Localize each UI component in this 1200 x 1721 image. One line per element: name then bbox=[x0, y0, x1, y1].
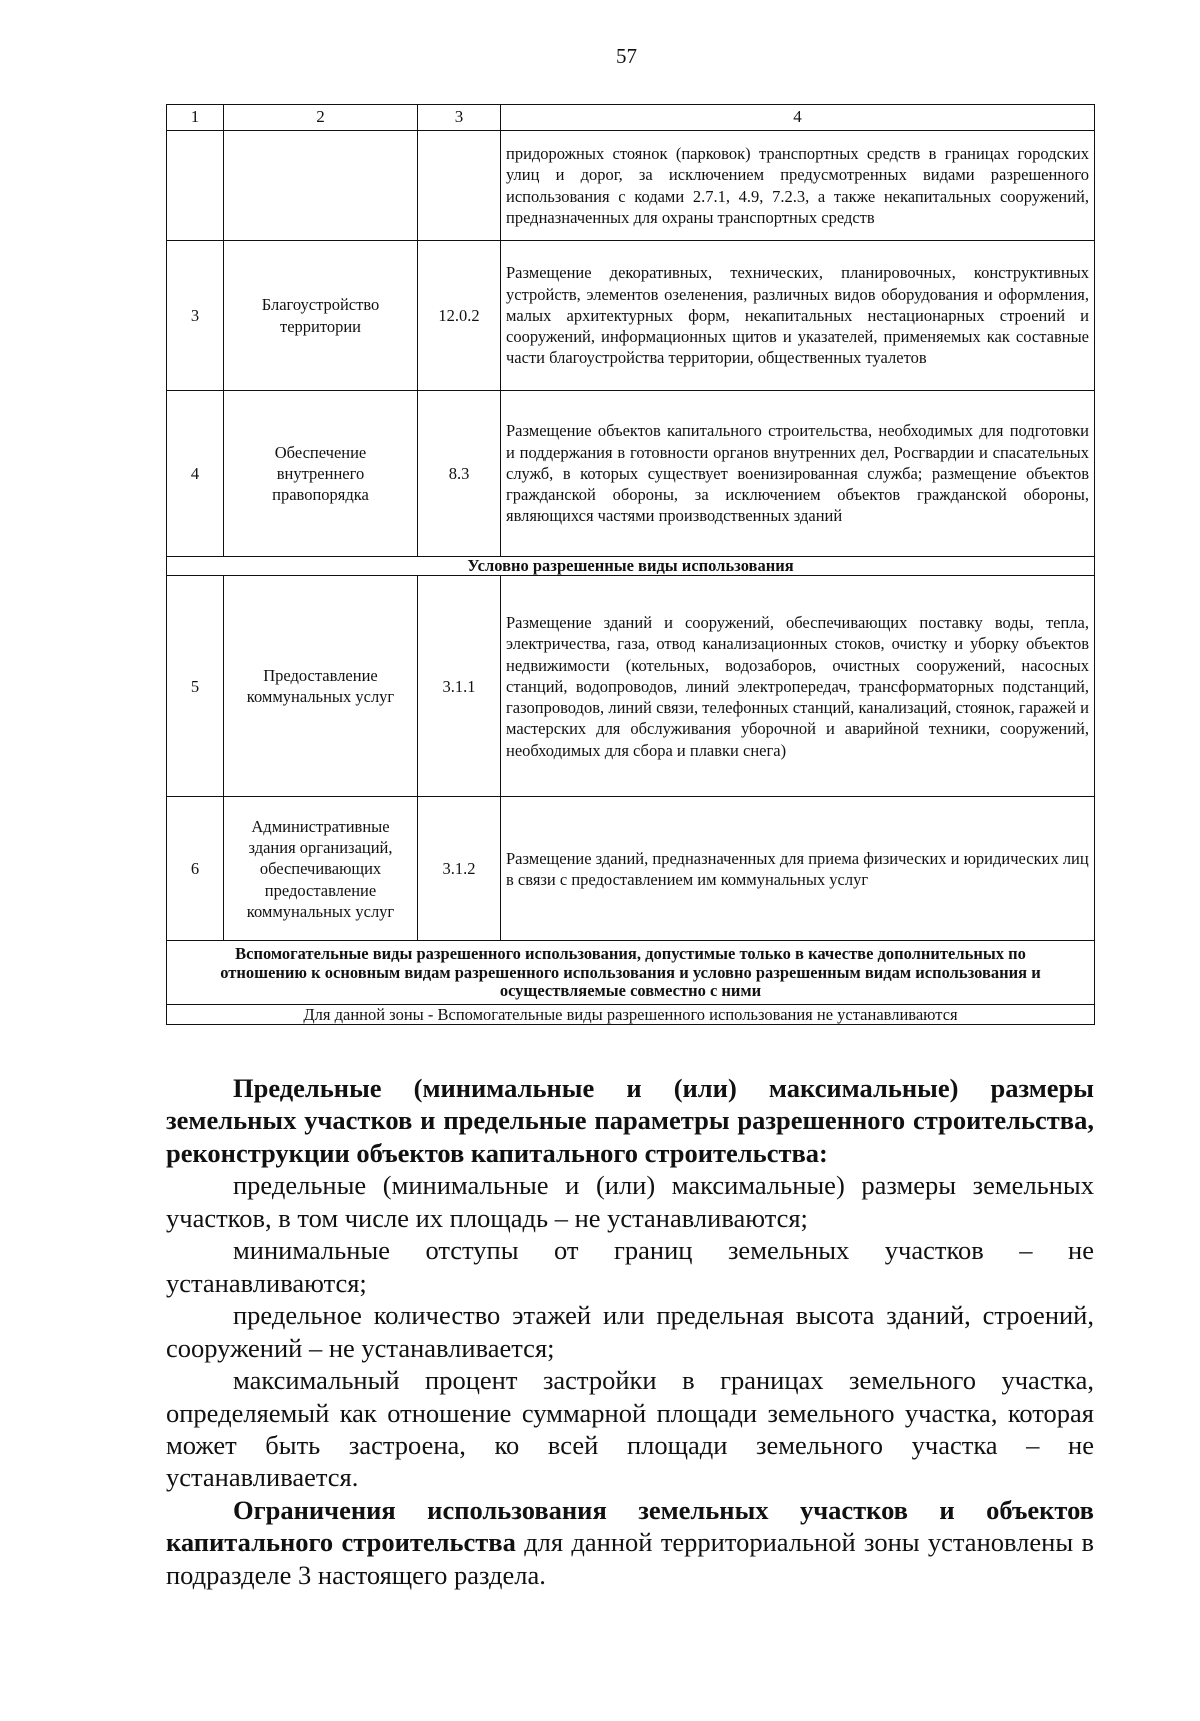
parameters-heading: Предельные (минимальные и (или) максимальные) размеры земельных участков и предельные параметры разрешенного строительства, реконструкции объектов капитального строительства: bbox=[166, 1073, 1094, 1168]
table-row bbox=[167, 131, 1095, 241]
row-name: Благоустройство территории bbox=[224, 241, 418, 391]
parameter-item: предельные (минимальные и (или) максимальные) размеры земельных участков, в том числе их площадь – не устанавливаются; bbox=[166, 1170, 1094, 1233]
table-row bbox=[167, 797, 1095, 941]
row-name: Предоставление коммунальных услуг bbox=[224, 576, 418, 797]
section-row-auxiliary bbox=[167, 941, 1095, 1005]
section-row-conditional bbox=[167, 557, 1095, 576]
col-header-1: 1 bbox=[167, 105, 224, 131]
row-code: 8.3 bbox=[418, 391, 501, 557]
parameter-item: предельное количество этажей или предельная высота зданий, строений, сооружений – не устанавливается; bbox=[166, 1300, 1094, 1363]
auxiliary-uses-title: Вспомогательные виды разрешенного использования, допустимые только в качестве дополнительных по отношению к основным видам разрешенного использования и условно разрешенным видам использования и осуществляемые совместно с ними bbox=[167, 941, 1095, 1005]
row-num: 4 bbox=[167, 391, 224, 557]
row-description: придорожных стоянок (парковок) транспортных средств в границах городских улиц и дорог, за исключением предусмотренных видами разрешенного использования с кодами 2.7.1, 4.9, 7.2.3, а также некапитальных сооружений, предназначенных для охраны транспортных средств bbox=[501, 131, 1095, 241]
row-description: Размещение зданий, предназначенных для приема физических и юридических лиц в связи с предоставлением им коммунальных услуг bbox=[501, 797, 1095, 941]
col-header-4: 4 bbox=[501, 105, 1095, 131]
row-code: 12.0.2 bbox=[418, 241, 501, 391]
body-text bbox=[166, 1072, 1094, 1591]
restrictions-text: для данной территориальной зоны установлены в подразделе 3 настоящего раздела. bbox=[166, 1527, 1094, 1590]
row-code: 3.1.1 bbox=[418, 576, 501, 797]
row-num: 5 bbox=[167, 576, 224, 797]
land-use-table bbox=[166, 104, 1095, 1025]
restrictions-bold-text: Ограничения использования земельных участков и объектов капитального строительства bbox=[166, 1494, 1094, 1558]
restrictions-paragraph bbox=[166, 1494, 1094, 1591]
row-description: Размещение декоративных, технических, планировочных, конструктивных устройств, элементов озеленения, различных видов оборудования и оформления, малых архитектурных форм, некапитальных нестационарных строений и сооружений, информационных щитов и указателей, применяемых как составные части благоустройства территории, общественных туалетов bbox=[501, 241, 1095, 391]
row-description: Размещение зданий и сооружений, обеспечивающих поставку воды, тепла, электричества, газа, отвод канализационных стоков, очистку и уборку объектов недвижимости (котельных, водозаборов, очистных сооружений, насосных станций, водопроводов, линий электропередач, трансформаторных подстанций, газопроводов, линий связи, телефонных станций, канализаций, стоянок, гаражей и мастерских для обслуживания уборочной и аварийной техники, сооружений, необходимых для сбора и плавки снега) bbox=[501, 576, 1095, 797]
auxiliary-note-row bbox=[167, 1005, 1095, 1025]
conditional-uses-title: Условно разрешенные виды использования bbox=[167, 557, 1095, 576]
row-code bbox=[418, 131, 501, 241]
row-name: Административные здания организаций, обеспечивающих предоставление коммунальных услуг bbox=[224, 797, 418, 941]
row-name bbox=[224, 131, 418, 241]
row-code: 3.1.2 bbox=[418, 797, 501, 941]
table-row bbox=[167, 391, 1095, 557]
auxiliary-uses-note: Для данной зоны - Вспомогательные виды разрешенного использования не устанавливаются bbox=[167, 1005, 1095, 1025]
row-num bbox=[167, 131, 224, 241]
row-name: Обеспечение внутреннего правопорядка bbox=[224, 391, 418, 557]
col-header-2: 2 bbox=[224, 105, 418, 131]
row-description: Размещение объектов капитального строительства, необходимых для подготовки и поддержания в готовности органов внутренних дел, Росгвардии и спасательных служб, в которых существует военизированная служба; размещение объектов гражданской обороны, за исключением объектов гражданской обороны, являющихся частями производственных зданий bbox=[501, 391, 1095, 557]
col-header-3: 3 bbox=[418, 105, 501, 131]
parameter-item: максимальный процент застройки в границах земельного участка, определяемый как отношение суммарной площади земельного участка, которая может быть застроена, ко всей площади земельного участка – не устанавливается. bbox=[166, 1365, 1094, 1493]
table-row bbox=[167, 241, 1095, 391]
page-number: 57 bbox=[616, 44, 637, 68]
row-num: 6 bbox=[167, 797, 224, 941]
row-num: 3 bbox=[167, 241, 224, 391]
parameter-item: минимальные отступы от границ земельных участков – не устанавливаются; bbox=[166, 1235, 1094, 1298]
table-row bbox=[167, 576, 1095, 797]
table-header-row bbox=[167, 105, 1095, 131]
